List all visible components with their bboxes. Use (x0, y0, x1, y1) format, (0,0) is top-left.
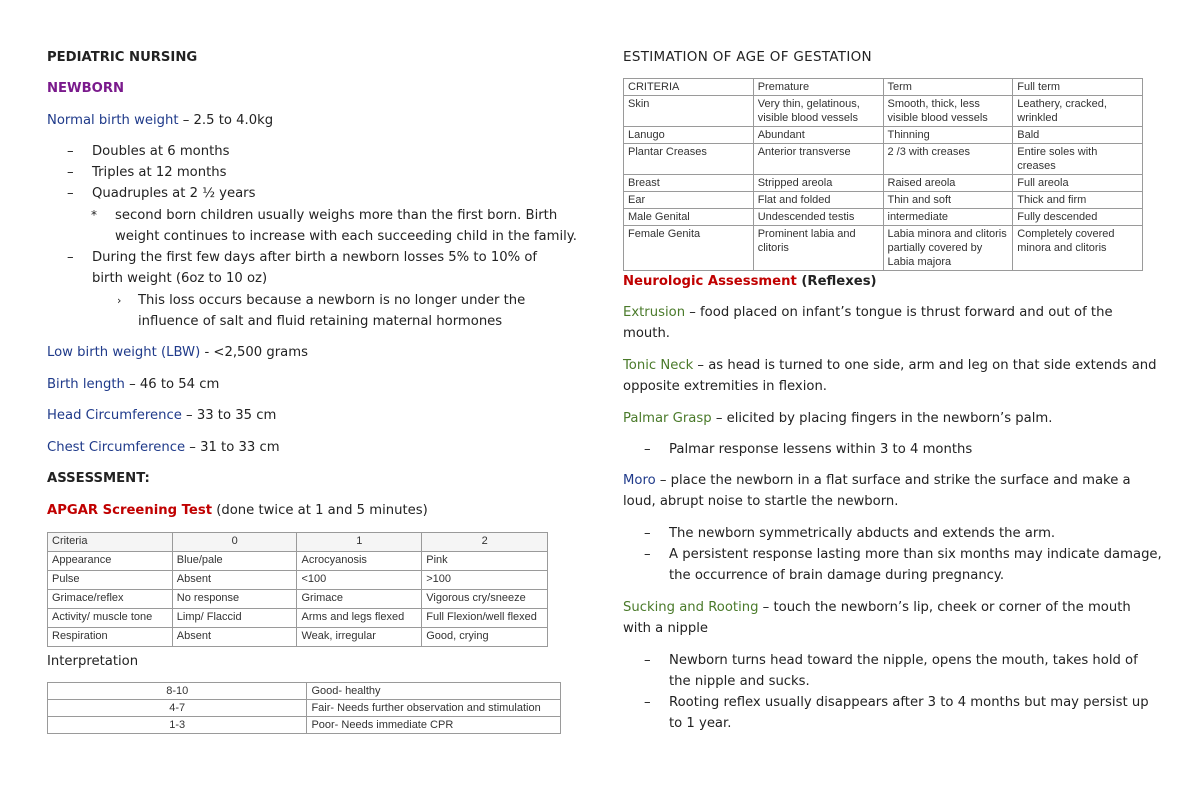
apgar-header-cell: 1 (297, 533, 422, 552)
table-cell: Term (883, 79, 1013, 96)
apgar-note: (done twice at 1 and 5 minutes) (212, 503, 428, 518)
table-cell: Thin and soft (883, 192, 1013, 209)
table-cell: Absent (172, 628, 297, 647)
sucking-bullet-1b: the nipple and sucks. (669, 674, 810, 689)
table-cell: 8-10 (48, 683, 307, 700)
sucking-bullet-2a: Rooting reflex usually disappears after 3 to 4 months but may persist up (669, 695, 1149, 710)
table-cell: Prominent labia and clitoris (753, 226, 883, 271)
table-cell: Very thin, gelatinous, visible blood vessels (753, 96, 883, 127)
extrusion-line-2: mouth. (623, 326, 670, 341)
table-cell: Bald (1013, 127, 1143, 144)
table-cell: Appearance (48, 552, 173, 571)
neuro-heading (623, 271, 877, 292)
birth-weight-line (47, 110, 273, 131)
table-cell: Limp/ Flaccid (172, 609, 297, 628)
table-row (48, 700, 561, 717)
table-cell: Activity/ muscle tone (48, 609, 173, 628)
dash-bullet: – (644, 526, 651, 541)
moro-bullet-1: The newborn symmetrically abducts and extends the arm. (669, 526, 1056, 541)
table-cell: Good- healthy (307, 683, 561, 700)
sucking-bullet-1a: Newborn turns head toward the nipple, opens the mouth, takes hold of (669, 653, 1138, 668)
table-cell: Premature (753, 79, 883, 96)
extrusion-text: – food placed on infant’s tongue is thrust forward and out of the (685, 305, 1113, 320)
table-cell: Full areola (1013, 175, 1143, 192)
bullet-weight-loss-2: birth weight (6oz to 10 oz) (92, 271, 268, 286)
table-cell: Poor- Needs immediate CPR (307, 717, 561, 734)
tonic-neck-text: – as head is turned to one side, arm and leg on that side extends and (693, 358, 1157, 373)
table-row (624, 209, 1143, 226)
page-title: PEDIATRIC NURSING (47, 50, 198, 65)
table-cell: 4-7 (48, 700, 307, 717)
moro-text: – place the newborn in a flat surface and strike the surface and make a (655, 473, 1131, 488)
neuro-subtitle: (Reflexes) (796, 274, 877, 289)
section-newborn: NEWBORN (47, 81, 125, 96)
gestation-table (623, 78, 1143, 271)
moro-line-1 (623, 470, 1131, 491)
table-row (624, 192, 1143, 209)
table-cell: Female Genita (624, 226, 754, 271)
birth-length-label: Birth length (47, 377, 125, 392)
bullet-triples: Triples at 12 months (92, 165, 227, 180)
table-cell: Pink (422, 552, 548, 571)
interpretation-heading: Interpretation (47, 654, 139, 669)
table-cell: Raised areola (883, 175, 1013, 192)
extrusion-label: Extrusion (623, 305, 686, 320)
table-cell: Absent (172, 571, 297, 590)
table-cell: Thick and firm (1013, 192, 1143, 209)
neuro-title: Neurologic Assessment (623, 274, 797, 289)
apgar-header-row (48, 533, 548, 552)
chest-circumference-line (47, 437, 280, 458)
apgar-header-cell: Criteria (48, 533, 173, 552)
table-cell: Respiration (48, 628, 173, 647)
lbw-label: Low birth weight (LBW) (47, 345, 201, 360)
table-cell: No response (172, 590, 297, 609)
moro-line-2: loud, abrupt noise to startle the newborn. (623, 494, 899, 509)
table-cell: Grimace/reflex (48, 590, 173, 609)
sub-bullet-loss-2: influence of salt and fluid retaining maternal hormones (138, 314, 503, 329)
table-cell: CRITERIA (624, 79, 754, 96)
dash-bullet: – (644, 547, 651, 562)
bullet-doubles: Doubles at 6 months (92, 144, 230, 159)
chest-circumference-label: Chest Circumference (47, 440, 186, 455)
sub-bullet-second-born-1: second born children usually weighs more than the first born. Birth (115, 208, 558, 223)
sucking-line-2: with a nipple (623, 621, 708, 636)
table-cell: Full Flexion/well flexed (422, 609, 548, 628)
table-cell: Acrocyanosis (297, 552, 422, 571)
assessment-heading: ASSESSMENT: (47, 471, 150, 486)
dash-bullet: – (67, 165, 74, 180)
head-circumference-value: – 33 to 35 cm (181, 408, 277, 423)
table-cell: Vigorous cry/sneeze (422, 590, 548, 609)
table-cell: Grimace (297, 590, 422, 609)
table-cell: Stripped areola (753, 175, 883, 192)
table-cell: Male Genital (624, 209, 754, 226)
moro-bullet-2b: the occurrence of brain damage during pregnancy. (669, 568, 1005, 583)
table-cell: Completely covered minora and clitoris (1013, 226, 1143, 271)
dash-bullet: – (67, 186, 74, 201)
table-cell: Undescended testis (753, 209, 883, 226)
sucking-text: – touch the newborn’s lip, cheek or corner of the mouth (758, 600, 1131, 615)
table-row (624, 96, 1143, 127)
extrusion-line-1 (623, 302, 1113, 323)
table-cell: Skin (624, 96, 754, 127)
table-cell: Weak, irregular (297, 628, 422, 647)
table-cell: Arms and legs flexed (297, 609, 422, 628)
table-cell: 1-3 (48, 717, 307, 734)
table-row (48, 609, 548, 628)
table-row (48, 552, 548, 571)
apgar-header-cell: 0 (172, 533, 297, 552)
table-cell: Entire soles with creases (1013, 144, 1143, 175)
dash-bullet: – (644, 695, 651, 710)
table-cell: Pulse (48, 571, 173, 590)
gestation-title: ESTIMATION OF AGE OF GESTATION (623, 49, 872, 65)
table-row (624, 127, 1143, 144)
table-cell: >100 (422, 571, 548, 590)
dash-bullet: – (67, 144, 74, 159)
sub-bullet-second-born-2: weight continues to increase with each succeeding child in the family. (115, 229, 577, 244)
lbw-line (47, 342, 308, 363)
table-row (48, 628, 548, 647)
table-cell: Thinning (883, 127, 1013, 144)
table-cell: Smooth, thick, less visible blood vessels (883, 96, 1013, 127)
table-cell: Fair- Needs further observation and stimulation (307, 700, 561, 717)
moro-bullet-2a: A persistent response lasting more than six months may indicate damage, (669, 547, 1162, 562)
table-cell: Ear (624, 192, 754, 209)
apgar-heading (47, 500, 428, 521)
table-cell: Fully descended (1013, 209, 1143, 226)
sub-bullet-loss-1: This loss occurs because a newborn is no longer under the (138, 293, 526, 308)
head-circumference-line (47, 405, 276, 426)
table-cell: Anterior transverse (753, 144, 883, 175)
table-cell: Flat and folded (753, 192, 883, 209)
table-cell: Abundant (753, 127, 883, 144)
table-row (48, 571, 548, 590)
gestation-header-row (624, 79, 1143, 96)
birth-weight-value: – 2.5 to 4.0kg (178, 113, 274, 128)
table-cell: Breast (624, 175, 754, 192)
moro-label: Moro (623, 473, 656, 488)
lbw-value: - <2,500 grams (200, 345, 308, 360)
birth-length-value: – 46 to 54 cm (124, 377, 220, 392)
table-cell: Labia minora and clitoris partially covered by Labia majora (883, 226, 1013, 271)
sucking-bullet-2b: to 1 year. (669, 716, 732, 731)
sucking-line-1 (623, 597, 1131, 618)
table-row (48, 717, 561, 734)
chest-circumference-value: – 31 to 33 cm (185, 440, 280, 455)
table-cell: 2 /3 with creases (883, 144, 1013, 175)
birth-weight-label: Normal birth weight (47, 113, 179, 128)
tonic-neck-line-2: opposite extremities in flexion. (623, 379, 827, 394)
table-cell: Blue/pale (172, 552, 297, 571)
palmar-grasp-text: – elicited by placing fingers in the newborn’s palm. (711, 411, 1053, 426)
apgar-header-cell: 2 (422, 533, 548, 552)
palmar-bullet: Palmar response lessens within 3 to 4 months (669, 442, 973, 457)
table-row (624, 226, 1143, 271)
apgar-table (47, 532, 548, 647)
bullet-quadruples: Quadruples at 2 ½ years (92, 186, 256, 201)
table-row (624, 175, 1143, 192)
palmar-grasp-line (623, 408, 1052, 429)
dash-bullet: – (644, 653, 651, 668)
bullet-weight-loss-1: During the first few days after birth a newborn losses 5% to 10% of (92, 250, 538, 265)
sucking-label: Sucking and Rooting (623, 600, 759, 615)
table-cell: Good, crying (422, 628, 548, 647)
table-cell: Full term (1013, 79, 1143, 96)
table-cell: <100 (297, 571, 422, 590)
table-row (624, 144, 1143, 175)
birth-length-line (47, 374, 219, 395)
interpretation-table (47, 682, 561, 734)
table-cell: intermediate (883, 209, 1013, 226)
table-cell: Plantar Creases (624, 144, 754, 175)
table-cell: Lanugo (624, 127, 754, 144)
table-cell: Leathery, cracked, wrinkled (1013, 96, 1143, 127)
table-row (48, 590, 548, 609)
asterisk-bullet: * (91, 208, 97, 222)
palmar-grasp-label: Palmar Grasp (623, 411, 712, 426)
tonic-neck-label: Tonic Neck (623, 358, 694, 373)
head-circumference-label: Head Circumference (47, 408, 182, 423)
apgar-title: APGAR Screening Test (47, 503, 213, 518)
dash-bullet: – (67, 250, 74, 265)
dash-bullet: – (644, 442, 651, 457)
chevron-bullet-icon: › (117, 294, 122, 307)
table-row (48, 683, 561, 700)
tonic-neck-line-1 (623, 355, 1157, 376)
